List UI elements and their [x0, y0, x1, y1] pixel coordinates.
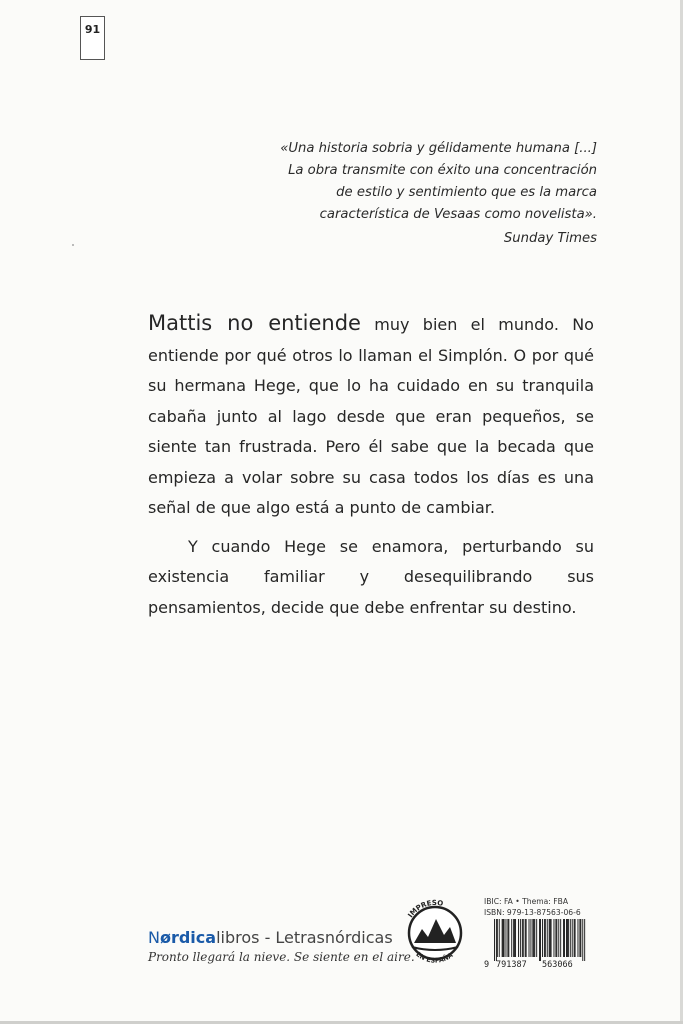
barcode-bar: [520, 919, 521, 957]
quote-line: de estilo y sentimiento que es la marca: [336, 185, 597, 200]
stamp-bottom-text: EN ESPAÑA: [414, 950, 455, 965]
barcode-bar: [544, 919, 545, 957]
barcode-bar: [532, 919, 533, 957]
publisher-name-rest: libros - Letrasnórdicas: [216, 928, 393, 947]
isbn-text: ISBN: 979-13-87563-06-6: [484, 908, 581, 917]
barcode-bar: [542, 919, 543, 957]
barcode-bar: [496, 919, 497, 961]
quote-line: «Una historia sobria y gélidamente humana [...]: [280, 141, 597, 156]
publisher-name-bold: ørdica: [159, 928, 217, 947]
barcode-bar: [525, 919, 526, 957]
barcode-bar: [534, 919, 535, 957]
barcode-bar: [556, 919, 557, 957]
barcode-digits-right: 563066: [542, 960, 573, 969]
barcode-bar: [514, 919, 515, 957]
barcode-bar: [504, 919, 505, 957]
page-number: 91: [84, 23, 101, 36]
publisher-logo: [148, 928, 415, 947]
barcode-bar: [550, 919, 551, 957]
publisher-tagline: Pronto llegará la nieve. Se siente en el aire.: [148, 950, 415, 964]
stamp-top-text: IMPRESO: [406, 898, 444, 920]
barcode-bars: [494, 919, 585, 961]
barcode-bar: [523, 919, 524, 957]
barcode-bar: [551, 919, 552, 957]
barcode-bar: [555, 919, 556, 957]
barcode-bar: [580, 919, 581, 957]
quote-line: característica de Vesaas como novelista».: [319, 207, 597, 222]
subject-classification: IBIC: FA • Thema: FBA: [484, 897, 569, 906]
barcode-bar: [506, 919, 507, 957]
barcode-bar: [570, 919, 571, 957]
barcode-bar: [547, 919, 548, 957]
barcode-bar: [508, 919, 509, 957]
barcode-bar: [507, 919, 508, 957]
publisher-footer: [148, 928, 415, 964]
barcode-bar: [530, 919, 531, 957]
subject-codes: [484, 896, 581, 918]
printed-in-spain-stamp: [398, 893, 472, 973]
publisher-name-initial: N: [148, 928, 160, 947]
review-quote: [237, 138, 597, 250]
barcode-bar: [522, 919, 523, 957]
barcode-bar: [568, 919, 569, 957]
barcode-digits-left: 791387: [496, 960, 527, 969]
synopsis: [148, 308, 594, 623]
page-number-box: [80, 16, 105, 60]
barcode-bar: [575, 919, 576, 957]
barcode-bar: [494, 919, 495, 961]
barcode-bar: [536, 919, 537, 957]
barcode-bar: [564, 919, 565, 957]
barcode-bar: [549, 919, 550, 957]
quote-source: Sunday Times: [503, 231, 597, 246]
barcode-bar: [502, 919, 503, 957]
barcode-bar: [567, 919, 568, 957]
barcode-bar: [574, 919, 575, 957]
barcode-bar: [511, 919, 512, 957]
barcode-bar: [540, 919, 541, 961]
barcode-bar: [539, 919, 540, 961]
synopsis-text: muy bien el mundo. No entiende por qué otros lo llaman el Simplón. O por qué su hermana Hege, que lo ha cuidado en su tranquila cabaña junto al lago desde que eran pequeños, se siente tan frustrada. Pero él sabe que la becada que empieza a volar sobre su casa todos los días es una señal de que algo está a punto de cambiar.: [148, 315, 594, 517]
barcode-bar: [503, 919, 504, 957]
margin-mark: [72, 244, 74, 246]
barcode-bar: [579, 919, 580, 957]
synopsis-lead: Mattis no entiende: [148, 311, 361, 335]
barcode-bar: [497, 919, 498, 957]
barcode-bar: [529, 919, 530, 957]
barcode-bar: [578, 919, 579, 957]
quote-line: La obra transmite con éxito una concentración: [288, 163, 597, 178]
barcode-bar: [584, 919, 585, 961]
barcode-bar: [515, 919, 516, 957]
barcode-bar: [499, 919, 500, 957]
barcode-bar: [533, 919, 534, 957]
barcode-bar: [558, 919, 559, 957]
barcode-bar: [563, 919, 564, 957]
barcode-bar: [545, 919, 546, 957]
barcode-bar: [518, 919, 519, 957]
barcode-bar: [526, 919, 527, 957]
barcode-bar: [566, 919, 567, 957]
barcode-bar: [560, 919, 561, 957]
barcode-bar: [582, 919, 583, 961]
barcode-digit-prefix: 9: [484, 960, 490, 969]
synopsis-paragraph-1: [148, 308, 594, 524]
isbn-barcode: [484, 919, 588, 969]
barcode-bar: [572, 919, 573, 957]
barcode-bar: [554, 919, 555, 957]
synopsis-paragraph-2: Y cuando Hege se enamora, perturbando su existencia familiar y desequilibrando sus pensamientos, decide que debe enfrentar su destino.: [148, 536, 594, 617]
barcode-bar: [513, 919, 514, 957]
